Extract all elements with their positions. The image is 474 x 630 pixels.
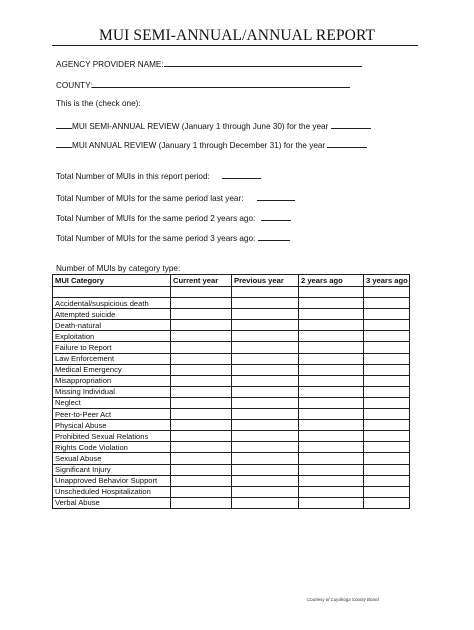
total-field[interactable] — [222, 171, 261, 179]
total-field[interactable] — [261, 213, 291, 221]
category-cell: Exploitation — [53, 331, 171, 342]
semi-annual-year-field[interactable] — [331, 121, 371, 129]
count-cell[interactable] — [232, 309, 299, 320]
total-row — [56, 233, 290, 244]
count-cell[interactable] — [171, 320, 232, 331]
category-cell: Medical Emergency — [53, 364, 171, 375]
count-cell[interactable] — [364, 442, 410, 453]
count-cell[interactable] — [299, 309, 364, 320]
category-cell: Prohibited Sexual Relations — [53, 431, 171, 442]
count-cell[interactable] — [299, 397, 364, 408]
category-cell: Law Enforcement — [53, 353, 171, 364]
column-header: Previous year — [232, 275, 299, 287]
count-cell[interactable] — [299, 386, 364, 397]
count-cell[interactable] — [364, 386, 410, 397]
table-row — [53, 342, 410, 353]
table-row — [53, 442, 410, 453]
count-cell[interactable] — [171, 287, 232, 298]
count-cell[interactable] — [299, 409, 364, 420]
table-row — [53, 298, 410, 309]
count-cell[interactable] — [299, 497, 364, 508]
mui-category-table — [52, 274, 410, 509]
count-cell[interactable] — [171, 353, 232, 364]
county-row — [56, 80, 350, 91]
count-cell[interactable] — [232, 353, 299, 364]
count-cell[interactable] — [299, 486, 364, 497]
count-cell[interactable] — [299, 298, 364, 309]
count-cell[interactable] — [232, 287, 299, 298]
category-cell: Attempted suicide — [53, 309, 171, 320]
count-cell[interactable] — [299, 475, 364, 486]
count-cell[interactable] — [232, 475, 299, 486]
count-cell[interactable] — [171, 342, 232, 353]
count-cell[interactable] — [232, 375, 299, 386]
table-row — [53, 420, 410, 431]
category-cell: Unscheduled Hospitalization — [53, 486, 171, 497]
table-row — [53, 464, 410, 475]
count-cell[interactable] — [171, 364, 232, 375]
count-cell[interactable] — [299, 431, 364, 442]
count-cell[interactable] — [364, 397, 410, 408]
table-row — [53, 409, 410, 420]
count-cell[interactable] — [171, 397, 232, 408]
count-cell[interactable] — [299, 442, 364, 453]
count-cell[interactable] — [171, 486, 232, 497]
category-cell: Death-natural — [53, 320, 171, 331]
total-row — [56, 193, 295, 204]
table-row — [53, 475, 410, 486]
category-cell: Misappropriation — [53, 375, 171, 386]
count-cell[interactable] — [299, 353, 364, 364]
semi-annual-checkbox[interactable] — [56, 121, 72, 129]
table-row — [53, 309, 410, 320]
count-cell[interactable] — [364, 375, 410, 386]
count-cell[interactable] — [232, 397, 299, 408]
category-cell: Peer-to-Peer Act — [53, 409, 171, 420]
count-cell[interactable] — [364, 497, 410, 508]
count-cell[interactable] — [171, 464, 232, 475]
annual-row — [56, 140, 367, 151]
category-cell — [53, 287, 171, 298]
county-field[interactable] — [92, 80, 350, 88]
total-label: Total Number of MUIs for the same period 3 years ago: — [56, 234, 256, 243]
count-cell[interactable] — [171, 442, 232, 453]
count-cell[interactable] — [232, 298, 299, 309]
column-header: MUI Category — [53, 275, 171, 287]
column-header: 3 years ago — [364, 275, 410, 287]
count-cell[interactable] — [364, 420, 410, 431]
category-cell: Unapproved Behavior Support — [53, 475, 171, 486]
count-cell[interactable] — [232, 320, 299, 331]
count-cell[interactable] — [299, 420, 364, 431]
count-cell[interactable] — [171, 453, 232, 464]
count-cell[interactable] — [232, 331, 299, 342]
count-cell[interactable] — [299, 375, 364, 386]
table-header-row — [53, 275, 410, 287]
annual-year-field[interactable] — [327, 140, 367, 148]
total-field[interactable] — [258, 233, 290, 241]
count-cell[interactable] — [299, 320, 364, 331]
county-label: COUNTY: — [56, 81, 93, 90]
courtesy-footer: Courtesy of Cuyahoga County Board — [307, 597, 379, 602]
count-cell[interactable] — [364, 353, 410, 364]
agency-provider-row — [56, 59, 362, 70]
table-row — [53, 397, 410, 408]
count-cell[interactable] — [171, 298, 232, 309]
count-cell[interactable] — [232, 364, 299, 375]
table-row — [53, 386, 410, 397]
count-cell[interactable] — [364, 287, 410, 298]
count-cell[interactable] — [364, 409, 410, 420]
annual-checkbox[interactable] — [56, 140, 72, 148]
count-cell[interactable] — [299, 287, 364, 298]
count-cell[interactable] — [232, 431, 299, 442]
count-cell[interactable] — [364, 320, 410, 331]
count-cell[interactable] — [232, 442, 299, 453]
category-cell: Failure to Report — [53, 342, 171, 353]
count-cell[interactable] — [171, 475, 232, 486]
count-cell[interactable] — [171, 409, 232, 420]
total-label: Total Number of MUIs in this report period: — [56, 172, 210, 181]
count-cell[interactable] — [364, 453, 410, 464]
annual-label: MUI ANNUAL REVIEW (January 1 through December 31) for the year — [72, 141, 326, 150]
count-cell[interactable] — [171, 375, 232, 386]
count-cell[interactable] — [171, 386, 232, 397]
count-cell[interactable] — [364, 298, 410, 309]
count-cell[interactable] — [299, 342, 364, 353]
table-row — [53, 364, 410, 375]
table-row — [53, 320, 410, 331]
table-caption: Number of MUIs by category type: — [56, 264, 181, 273]
count-cell[interactable] — [299, 464, 364, 475]
category-cell: Physical Abuse — [53, 420, 171, 431]
agency-provider-field[interactable] — [164, 59, 362, 67]
count-cell[interactable] — [364, 464, 410, 475]
table-row — [53, 486, 410, 497]
total-field[interactable] — [257, 193, 295, 201]
category-cell: Missing Individual — [53, 386, 171, 397]
table-row — [53, 453, 410, 464]
table-row — [53, 497, 410, 508]
count-cell[interactable] — [232, 453, 299, 464]
count-cell[interactable] — [364, 342, 410, 353]
count-cell[interactable] — [171, 431, 232, 442]
category-cell: Significant Injury — [53, 464, 171, 475]
count-cell[interactable] — [364, 331, 410, 342]
count-cell[interactable] — [171, 420, 232, 431]
category-cell: Sexual Abuse — [53, 453, 171, 464]
total-row — [56, 213, 291, 224]
semi-annual-label: MUI SEMI-ANNUAL REVIEW (January 1 through June 30) for the year — [72, 122, 329, 131]
category-cell: Verbal Abuse — [53, 497, 171, 508]
count-cell[interactable] — [364, 309, 410, 320]
count-cell[interactable] — [364, 431, 410, 442]
count-cell[interactable] — [232, 497, 299, 508]
column-header: Current year — [171, 275, 232, 287]
agency-provider-label: AGENCY PROVIDER NAME: — [56, 60, 164, 69]
total-label: Total Number of MUIs for the same period last year: — [56, 194, 244, 203]
count-cell[interactable] — [299, 364, 364, 375]
count-cell[interactable] — [232, 386, 299, 397]
category-cell: Accidental/suspicious death — [53, 298, 171, 309]
count-cell[interactable] — [299, 453, 364, 464]
table-row — [53, 287, 410, 298]
table-row — [53, 375, 410, 386]
count-cell[interactable] — [364, 486, 410, 497]
total-label: Total Number of MUIs for the same period 2 years ago: — [56, 214, 256, 223]
category-cell: Rights Code Violation — [53, 442, 171, 453]
category-cell: Neglect — [53, 397, 171, 408]
title-divider — [52, 45, 418, 46]
count-cell[interactable] — [364, 475, 410, 486]
column-header: 2 years ago — [299, 275, 364, 287]
count-cell[interactable] — [364, 364, 410, 375]
table-row — [53, 353, 410, 364]
count-cell[interactable] — [171, 331, 232, 342]
semi-annual-row — [56, 121, 371, 132]
page-title: MUI SEMI-ANNUAL/ANNUAL REPORT — [98, 27, 376, 44]
count-cell[interactable] — [299, 331, 364, 342]
count-cell[interactable] — [232, 420, 299, 431]
count-cell[interactable] — [232, 409, 299, 420]
total-row — [56, 171, 261, 182]
count-cell[interactable] — [232, 486, 299, 497]
count-cell[interactable] — [232, 464, 299, 475]
count-cell[interactable] — [171, 497, 232, 508]
table-row — [53, 431, 410, 442]
count-cell[interactable] — [232, 342, 299, 353]
count-cell[interactable] — [171, 309, 232, 320]
table-row — [53, 331, 410, 342]
check-one-label: This is the (check one): — [56, 99, 141, 108]
